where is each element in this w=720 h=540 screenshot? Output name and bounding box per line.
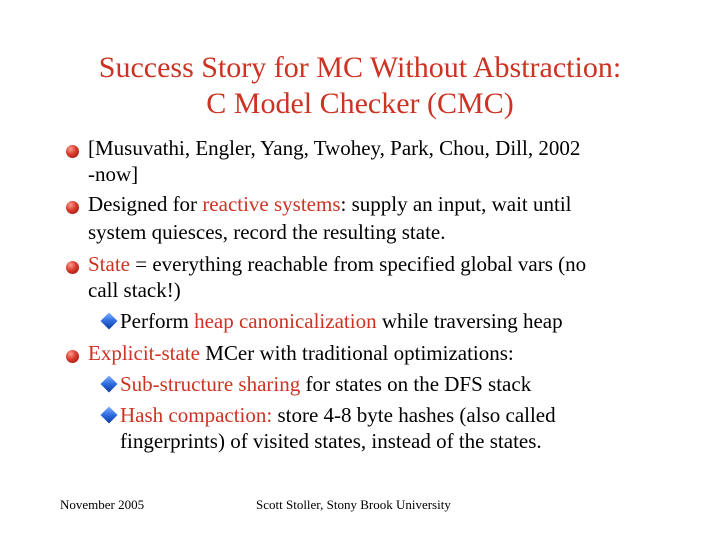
sub-bullet-4a [120, 372, 531, 396]
sub-bullet-4a-post: for states on the DFS stack [300, 372, 532, 396]
explicit-state-term: Explicit-state [88, 341, 200, 365]
bullet-3-post: = everything reachable from specified global vars (no [130, 252, 587, 276]
blue-diamond-bullet-icon [101, 407, 118, 424]
bullet-2-post: : supply an input, wait until [340, 192, 572, 216]
sub-bullet-3a-pre: Perform [120, 309, 195, 333]
sub-bullet-3a [120, 309, 563, 333]
slide-title [0, 50, 720, 122]
state-term: State [88, 252, 130, 276]
bullet-3-line-2: call stack!) [88, 278, 181, 302]
bullet-2-pre: Designed for [88, 192, 203, 216]
footer-date: November 2005 [60, 497, 145, 512]
sub-structure-sharing-term: Sub-structure sharing [120, 372, 301, 396]
red-ball-bullet-icon [66, 201, 79, 214]
sub-bullet-4b-line-2: fingerprints) of visited states, instead of the states. [120, 429, 542, 453]
hash-compaction-term: Hash compaction: [120, 403, 273, 427]
bullet-2-line-2: system quiesces, record the resulting state. [88, 220, 446, 244]
sub-bullet-4b-line-1 [120, 403, 556, 427]
bullet-2-line-1 [88, 192, 572, 216]
red-ball-bullet-icon [66, 261, 79, 274]
reactive-systems-term: reactive systems [202, 192, 341, 216]
bullet-4-post: MCer with traditional optimizations: [199, 341, 514, 365]
blue-diamond-bullet-icon [101, 376, 118, 393]
bullet-4-line-1 [88, 341, 514, 365]
title-line-1: Success Story for MC Without Abstraction: [98, 51, 622, 84]
bullet-1-line-1: [Musuvathi, Engler, Yang, Twohey, Park, Chou, Dill, 2002 [88, 136, 581, 160]
bullet-1-line-2: -now] [88, 162, 139, 186]
sub-bullet-3a-post: while traversing heap [376, 309, 563, 333]
heap-canonicalization-term: heap canonicalization [194, 309, 377, 333]
sub-bullet-4b-post: store 4-8 byte hashes (also called [272, 403, 556, 427]
footer-author: Scott Stoller, Stony Brook University [256, 497, 451, 512]
red-ball-bullet-icon [66, 350, 79, 363]
red-ball-bullet-icon [66, 145, 79, 158]
bullet-3-line-1 [88, 252, 586, 276]
blue-diamond-bullet-icon [101, 313, 118, 330]
title-line-2: C Model Checker (CMC) [206, 87, 514, 120]
